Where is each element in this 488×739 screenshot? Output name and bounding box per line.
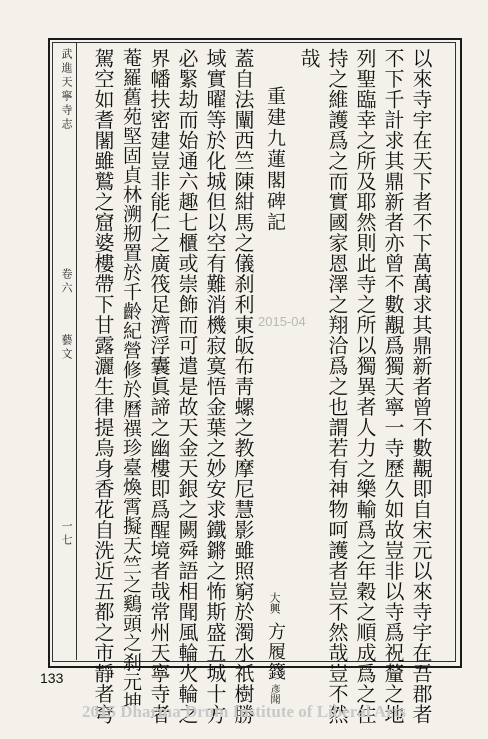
author-place: 大興	[268, 592, 281, 614]
article-title: 重建九蓮閣碑記	[264, 86, 286, 233]
watermark: 2015 Dharma Drum Institute of Liberal Arts	[82, 702, 406, 721]
text-column: 列聖臨幸之所及耶然則此寺之所以獨異者人力之樂輸爲之年穀之順成爲之住	[353, 48, 377, 725]
author-style-name: 彥聞	[268, 684, 279, 704]
date-stamp: 2015-04	[258, 314, 306, 329]
page-number: 133	[40, 670, 64, 686]
folio-number: 一七	[60, 520, 73, 548]
text-column: 持之維護爲之而實國家恩澤之翔洽爲之也謂若有神物呵護者豈不然哉豈不然	[325, 48, 349, 725]
article-column: 菴羅舊苑堅固貞林溯剏置於千齡紀營修於曆禩珍臺煥霄擬天竺之鷄頭之刹元坤	[120, 48, 142, 711]
article-column: 蓋自法闡西竺陳紺馬之儀刹利東皈布靑螺之教摩尼慧影雖照窮於濁水祇樹勝	[231, 48, 255, 725]
book-title: 武進天寧寺志	[60, 48, 73, 132]
section-label: 藝文	[60, 334, 73, 362]
text-column: 不下千計求其鼎新者亦曾不數覯爲獨天寧一寺歷久如故豈非以寺爲祝釐之地	[381, 48, 405, 725]
article-column: 必緊劫而始通六趣七櫃或崇飾而可遣是故天金天銀之闕舜語相聞風輪火輪之	[175, 48, 199, 725]
author-name: 方履籛	[265, 622, 286, 682]
volume-label: 卷六	[60, 268, 73, 296]
text-column: 以來寺宇在天下者不下萬萬求其鼎新者曾不數覯即自宋元以來寺宇在吾郡者	[409, 48, 433, 725]
text-column: 哉	[297, 48, 321, 69]
article-column: 駕空如耆闍雖鷲之窟婆樓帶下甘露灑生律提烏身香花自洗近五都之市靜者穹	[91, 48, 115, 725]
article-column: 域實曜等於化城但以空有難消機寂寞悟金葉之妙安求鐵鏘之怖斯盛五城十方	[203, 48, 227, 725]
article-column: 界幡扶密建豈非能仁之廣筏足濟浮囊眞諦之幽樓即爲醒境者哉常州天寧寺者	[147, 48, 171, 725]
